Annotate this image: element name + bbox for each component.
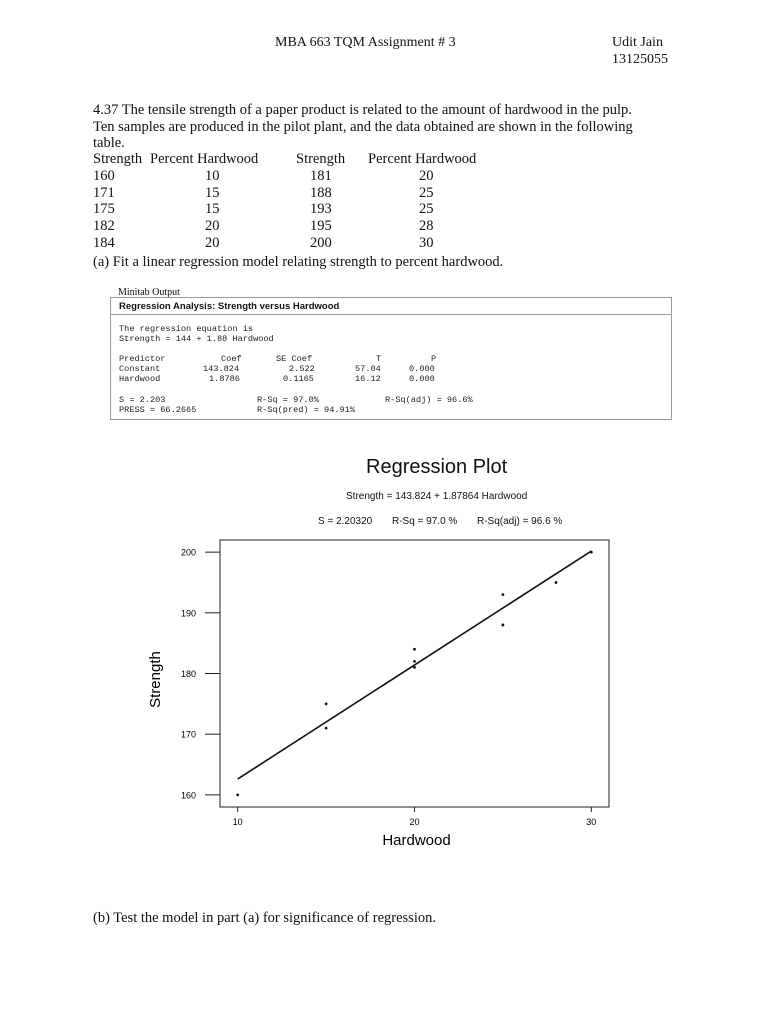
y-tick-label: 190 bbox=[180, 608, 196, 619]
coef-cell: Constant bbox=[119, 364, 161, 374]
question-a: (a) Fit a linear regression model relating strength to percent hardwood. bbox=[93, 254, 504, 270]
press-value: PRESS = 66.2665 bbox=[119, 405, 197, 415]
x-tick-label: 10 bbox=[232, 817, 243, 827]
data-point bbox=[413, 648, 416, 651]
s-value: S = 2.203 bbox=[119, 395, 166, 405]
table-cell: 25 bbox=[419, 184, 434, 201]
table-cell: 182 bbox=[93, 218, 115, 235]
data-points bbox=[236, 551, 592, 797]
author-id: 13125055 bbox=[612, 52, 668, 67]
table-cell: 188 bbox=[310, 184, 332, 201]
y-tick-label: 180 bbox=[180, 669, 196, 679]
table-cell: 20 bbox=[419, 167, 434, 184]
data-point bbox=[502, 593, 505, 596]
chart-stat-rsq-adj: R-Sq(adj) = 96.6 % bbox=[477, 516, 563, 527]
author-name: Udit Jain bbox=[612, 35, 663, 50]
minitab-label: Minitab Output bbox=[118, 287, 180, 298]
plot-area bbox=[220, 540, 609, 807]
y-axis bbox=[181, 548, 220, 801]
coef-header: Coef bbox=[221, 354, 242, 364]
table-cell: 15 bbox=[205, 184, 220, 201]
table-cell: 160 bbox=[93, 167, 115, 184]
coef-cell: 1.8786 bbox=[209, 374, 240, 384]
column-header: Strength bbox=[93, 151, 143, 167]
x-tick-label: 20 bbox=[409, 817, 420, 827]
data-point bbox=[590, 551, 593, 554]
problem-line-1: 4.37 The tensile strength of a paper product is related to the amount of hardwood in the pulp. bbox=[93, 102, 632, 118]
problem-line-2: Ten samples are produced in the pilot plant, and the data obtained are shown in the following bbox=[93, 119, 633, 135]
column-header: Strength bbox=[296, 151, 346, 167]
problem-line-3: table. bbox=[93, 135, 125, 151]
data-point bbox=[413, 666, 416, 669]
y-tick-label: 170 bbox=[180, 729, 196, 740]
data-point bbox=[413, 660, 416, 663]
y-axis-label: Strength bbox=[147, 651, 164, 708]
data-point bbox=[502, 624, 505, 627]
table-cell: 175 bbox=[93, 201, 115, 218]
coef-cell: 2.522 bbox=[289, 364, 315, 374]
table-cell: 195 bbox=[310, 218, 332, 235]
chart-stat-s: S = 2.20320 bbox=[318, 516, 373, 527]
coef-header: Predictor bbox=[119, 354, 166, 364]
data-point bbox=[325, 727, 328, 730]
y-tick-label: 200 bbox=[180, 547, 196, 558]
table-cell: 20 bbox=[205, 218, 220, 235]
fit-line bbox=[238, 551, 592, 779]
rsq-adj-value: R-Sq(adj) = 96.6% bbox=[385, 395, 473, 405]
x-axis-label: Hardwood bbox=[382, 832, 451, 849]
x-axis bbox=[233, 807, 597, 827]
data-point bbox=[236, 793, 239, 796]
chart-stat-rsq: R-Sq = 97.0 % bbox=[392, 516, 458, 527]
column-header: Percent Hardwood bbox=[368, 151, 477, 167]
coef-header: T bbox=[376, 354, 382, 364]
coef-cell: 0.000 bbox=[409, 374, 435, 384]
table-cell: 193 bbox=[310, 201, 332, 218]
coef-cell: 16.12 bbox=[355, 374, 381, 384]
table-cell: 28 bbox=[419, 218, 434, 235]
regression-eq-label: The regression equation is bbox=[119, 324, 254, 334]
table-cell: 184 bbox=[93, 234, 115, 251]
data-point bbox=[325, 702, 328, 705]
coef-cell: 0.1165 bbox=[283, 374, 314, 384]
regression-eq: Strength = 144 + 1.88 Hardwood bbox=[119, 334, 274, 344]
table-cell: 25 bbox=[419, 201, 434, 218]
table-cell: 171 bbox=[93, 184, 115, 201]
table-cell: 20 bbox=[205, 234, 220, 251]
chart-subtitle: Strength = 143.824 + 1.87864 Hardwood bbox=[346, 491, 528, 502]
coef-cell: 0.000 bbox=[409, 364, 435, 374]
column-header: Percent Hardwood bbox=[150, 151, 259, 167]
question-b: (b) Test the model in part (a) for significance of regression. bbox=[93, 910, 436, 926]
table-cell: 181 bbox=[310, 167, 332, 184]
coef-header: P bbox=[431, 354, 437, 364]
coef-cell: 57.04 bbox=[355, 364, 381, 374]
rsq-pred-value: R-Sq(pred) = 94.91% bbox=[257, 405, 355, 415]
coef-cell: Hardwood bbox=[119, 374, 161, 384]
data-point bbox=[555, 581, 558, 584]
table-cell: 10 bbox=[205, 167, 220, 184]
minitab-title: Regression Analysis: Strength versus Hardwood bbox=[119, 301, 340, 312]
coef-cell: 143.824 bbox=[203, 364, 240, 374]
table-cell: 200 bbox=[310, 234, 332, 251]
assignment-title: MBA 663 TQM Assignment # 3 bbox=[275, 35, 456, 50]
rsq-value: R-Sq = 97.0% bbox=[257, 395, 319, 405]
table-cell: 30 bbox=[419, 234, 434, 251]
table-cell: 15 bbox=[205, 201, 220, 218]
chart-title: Regression Plot bbox=[366, 456, 508, 478]
coef-header: SE Coef bbox=[276, 354, 313, 364]
y-tick-label: 160 bbox=[180, 790, 196, 801]
x-tick-label: 30 bbox=[586, 817, 597, 827]
